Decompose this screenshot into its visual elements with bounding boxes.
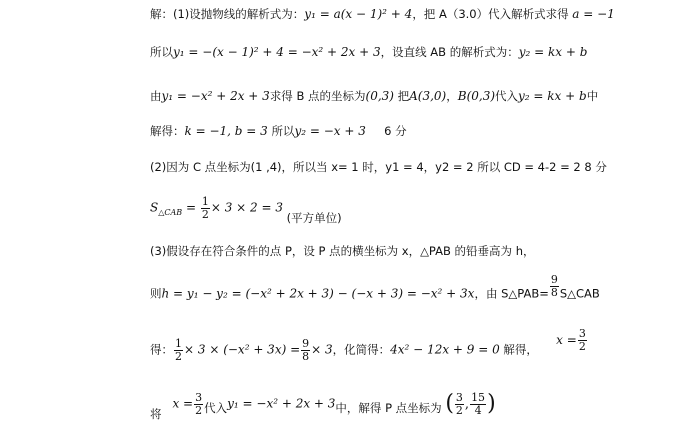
solution-line-5 — [150, 162, 607, 174]
line3-point-b: B(0,3) — [457, 89, 496, 103]
solution-line-9 — [150, 327, 588, 363]
line1-text-a: 解：(1)设抛物线的解析式为： — [150, 7, 305, 21]
line9-expression: × 3 × (−x² + 3x) = — [184, 342, 301, 357]
line2-text-a: 所以 — [150, 45, 173, 59]
line4-k-b-values: k = −1, b = 3 — [184, 124, 268, 138]
line2-parabola-expanded: y₁ = −(x − 1)² + 4 = −x² + 2x + 3 — [173, 45, 381, 59]
line1-parabola-equation: y₁ = a(x − 1)² + 4 — [304, 7, 413, 21]
line10-fraction-3-den: 4 — [474, 403, 482, 417]
line10-fraction-1-num: 3 — [195, 391, 203, 404]
line3-line-equation: y₂ = kx + b — [518, 89, 587, 103]
line10-fraction-1 — [194, 392, 203, 416]
line8-text-d: S△CAB — [559, 286, 600, 301]
line10-fraction-3-num: 15 — [471, 391, 486, 404]
line8-text-a: 则 — [150, 286, 162, 301]
line9-fraction-3-den: 2 — [578, 339, 586, 353]
line5-text: (2)因为 C 点坐标为(1 ,4)，所以当 x= 1 时，y1 = 4，y2 = 2 所以 CD = 4-2 = 2 8 分 — [150, 160, 607, 174]
line2-line-equation: y₂ = kx + b — [518, 45, 588, 59]
line3-text-i: 代入 — [495, 89, 519, 103]
line6-equals: = — [182, 200, 200, 215]
line9-fraction-2-num: 9 — [302, 337, 310, 350]
line9-times-three: × 3 — [311, 342, 333, 357]
line8-fraction-den: 8 — [550, 285, 558, 299]
line3-text-k: 中 — [586, 89, 599, 103]
line6-fraction — [201, 196, 210, 220]
line3-text-c: 求得 B 点的坐标为 — [269, 89, 366, 103]
line8-h-expression: h = y₁ − y₂ = (−x² + 2x + 3) − (−x + 3) = −x² + 3x — [161, 286, 475, 301]
line10-fraction-2-num: 3 — [455, 391, 463, 404]
line8-fraction — [550, 274, 559, 298]
line10-fraction-3 — [470, 392, 486, 416]
line10-point-p — [445, 392, 495, 416]
line4-text-a: 解得： — [150, 124, 185, 138]
line10-parabola: y₁ = −x² + 2x + 3 — [227, 396, 336, 411]
line3-b-point: (0,3) — [365, 89, 394, 103]
line9-text-f: 解得， — [503, 342, 538, 357]
line1-text-c: ，把 A（3.0）代入解析式求得 — [412, 7, 569, 21]
line10-right-paren: ) — [487, 391, 496, 417]
line6-fraction-den: 2 — [201, 207, 209, 221]
solution-line-8 — [150, 273, 600, 306]
line10-left-paren: ( — [445, 391, 454, 417]
line9-text-a: 得： — [150, 342, 173, 357]
line9-x-equals: x = — [556, 332, 577, 347]
solution-line-10 — [150, 391, 496, 421]
line10-text-e: 中，解得 P 点坐标为 — [335, 400, 442, 415]
line6-fraction-num: 1 — [201, 195, 209, 208]
line9-quadratic: 4x² − 12x + 9 = 0 — [390, 342, 500, 357]
line4-line-result: y₂ = −x + 3 — [294, 124, 366, 138]
line6-unit: (平方单位) — [286, 210, 342, 225]
line3-text-a: 由 — [150, 89, 162, 103]
line6-area-subscript: △CAB — [158, 207, 183, 217]
solution-line-6 — [150, 195, 342, 225]
line3-text-e: 把 — [397, 89, 410, 103]
line10-text-a: 将 — [150, 406, 162, 421]
line4-text-c: 所以 — [271, 124, 295, 138]
line8-fraction-num: 9 — [550, 273, 558, 286]
solution-line-1 — [150, 8, 615, 21]
line3-text-g: ， — [446, 89, 458, 103]
line10-fraction-2-den: 2 — [455, 403, 463, 417]
solution-line-4 — [150, 125, 407, 138]
line6-area-symbol: S — [150, 200, 159, 215]
solution-line-2 — [150, 46, 587, 59]
line9-fraction-3 — [578, 328, 587, 352]
solution-line-3 — [150, 90, 598, 103]
line9-fraction-1-den: 2 — [175, 349, 182, 363]
line4-score: 6 分 — [384, 124, 407, 138]
line10-text-c: 代入 — [204, 400, 228, 415]
line6-product: × 3 × 2 = 3 — [210, 200, 283, 215]
line10-comma: , — [464, 396, 470, 412]
solution-line-7 — [150, 246, 534, 258]
line10-x-equals: x = — [172, 396, 194, 411]
line10-fraction-2 — [455, 392, 464, 416]
line9-fraction-2-den: 8 — [302, 349, 310, 363]
line9-fraction-2 — [301, 338, 310, 362]
line3-point-a: A(3,0) — [409, 89, 447, 103]
line3-parabola: y₁ = −x² + 2x + 3 — [161, 89, 270, 103]
line9-text-d: ，化简得： — [332, 342, 391, 357]
line1-a-value: a = −1 — [572, 7, 615, 21]
line10-fraction-1-den: 2 — [195, 403, 203, 417]
line2-text-c: ，设直线 AB 的解析式为： — [380, 45, 519, 59]
line9-fraction-1-num: 1 — [175, 337, 182, 350]
line9-fraction-3-num: 3 — [578, 327, 586, 340]
line7-text: (3)假设存在符合条件的点 P，设 P 点的横坐标为 x，△PAB 的铅垂高为 h， — [150, 244, 535, 258]
line8-text-c: ，由 S△PAB= — [474, 286, 549, 301]
line9-fraction-1 — [174, 338, 183, 362]
